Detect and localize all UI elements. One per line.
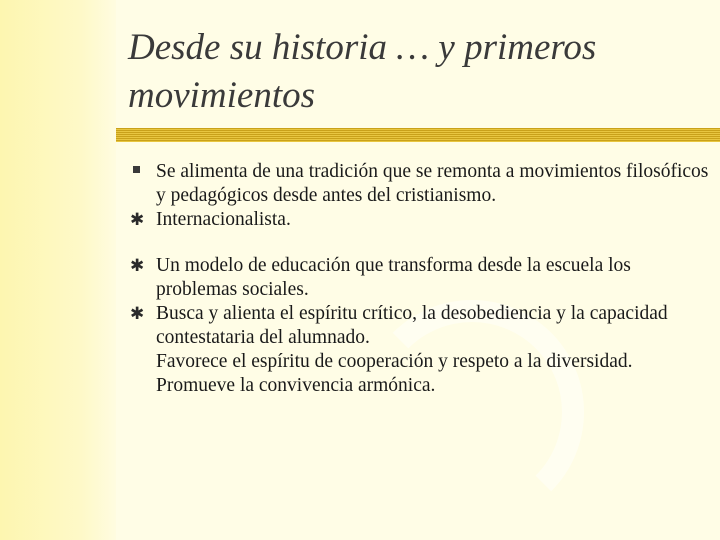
slide-title: Desde su historia … y primeros movimientos [128,27,597,116]
bullet-text: Un modelo de educación que transforma desde la escuela los problemas sociales. [156,255,631,300]
bullet-text: Favorece el espíritu de cooperación y respeto a la diversidad. Promueve la convivencia armónica. [156,351,633,396]
title-divider [116,128,720,142]
bullet-text: Internacionalista. [156,209,291,230]
square-bullet-icon [130,160,150,184]
bullet-text: Se alimenta de una tradición que se remonta a movimientos filosóficos y pedagógicos desde antes del cristianismo. [156,161,709,206]
asterisk-bullet-icon: ✱ [130,256,145,275]
spacer [130,232,710,254]
bullet-item [130,254,710,302]
bullet-text: Busca y alienta el espíritu crítico, la desobediencia y la capacidad contestataria del alumnado. [156,303,668,348]
asterisk-bullet-icon: ✱ [130,210,145,229]
bullet-list [130,160,710,398]
bullet-item [130,302,710,350]
bullet-item [130,160,710,208]
asterisk-bullet-icon: ✱ [130,304,145,323]
bullet-item [130,350,710,398]
bullet-item [130,208,710,232]
left-decorative-band [0,0,116,540]
